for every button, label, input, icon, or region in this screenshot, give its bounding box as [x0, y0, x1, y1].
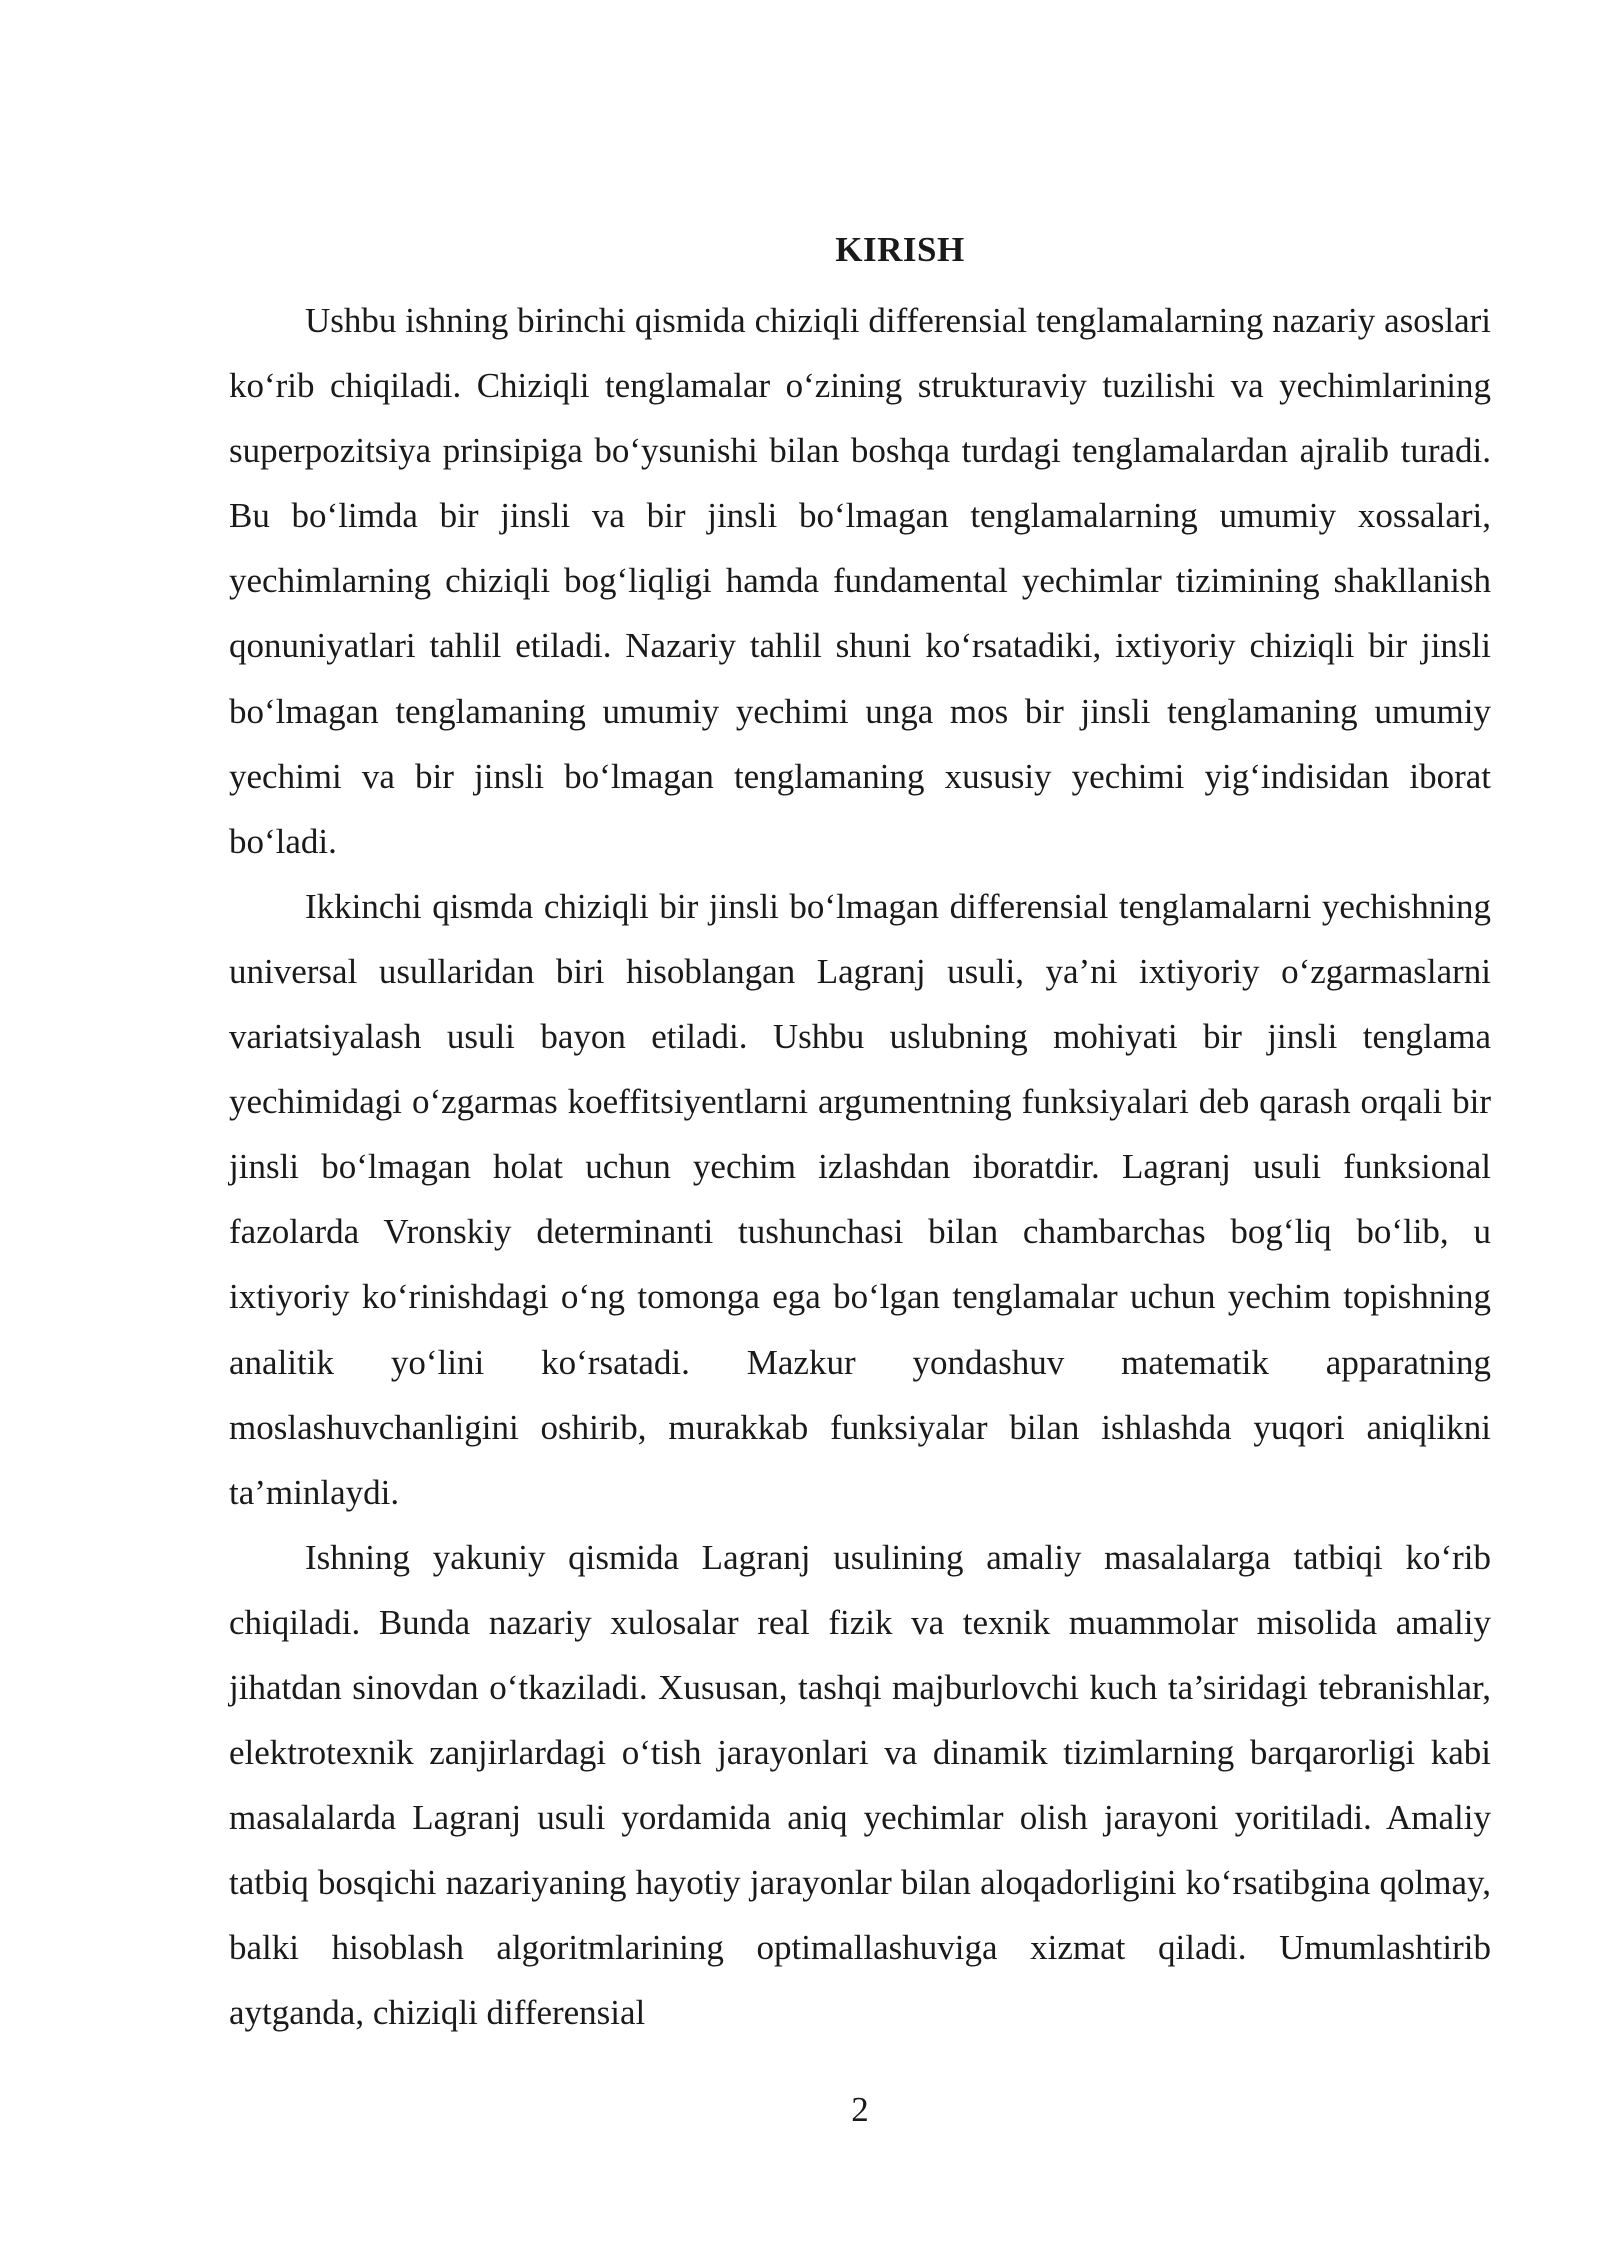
body-text	[229, 288, 1491, 2046]
paragraph-3: Ishning yakuniy qismida Lagranj usulining amaliy masalalarga tatbiqi ko‘rib chiqiladi. Bunda nazariy xulosalar real fizik va texnik muammolar misolida amaliy jihatdan sinovdan o‘tkaziladi. Xususan, tashqi majburlovchi kuch ta’siridagi tebranishlar, elektrotexnik zanjirlardagi o‘tish jarayonlari va dinamik tizimlarning barqarorligi kabi masalalarda Lagranj usuli yordamida aniq yechimlar olish jarayoni yoritiladi. Amaliy tatbiq bosqichi nazariyaning hayotiy jarayonlar bilan aloqadorligini ko‘rsatibgina qolmay, balki hisoblash algoritmlarining optimallashuviga xizmat qiladi. Umumlashtirib aytganda, chiziqli differensial	[229, 1537, 1491, 2033]
paragraph-1: Ushbu ishning birinchi qismida chiziqli differensial tenglamalarning nazariy asoslari ko‘rib chiqiladi. Chiziqli tenglamalar o‘zining strukturaviy tuzilishi va yechimlarining superpozitsiya prinsipiga bo‘ysunishi bilan boshqa turdagi tenglamalardan ajralib turadi. Bu bo‘limda bir jinsli va bir jinsli bo‘lmagan tenglamalarning umumiy xossalari, yechimlarning chiziqli bog‘liqligi hamda fundamental yechimlar tizimining shakllanish qonuniyatlari tahlil etiladi. Nazariy tahlil shuni ko‘rsatadiki, ixtiyoriy chiziqli bir jinsli bo‘lmagan tenglamaning umumiy yechimi unga mos bir jinsli tenglamaning umumiy yechimi va bir jinsli bo‘lmagan tenglamaning xususiy yechimi yig‘indisidan iborat bo‘ladi.	[229, 301, 1491, 861]
page-number: 2	[851, 2090, 869, 2129]
paragraph-2: Ikkinchi qismda chiziqli bir jinsli bo‘lmagan differensial tenglamalarni yechishning universal usullaridan biri hisoblangan Lagranj usuli, ya’ni ixtiyoriy o‘zgarmaslarni variatsiyalash usuli bayon etiladi. Ushbu uslubning mohiyati bir jinsli tenglama yechimidagi o‘zgarmas koeffitsiyentlarni argumentning funksiyalari deb qarash orqali bir jinsli bo‘lmagan holat uchun yechim izlashdan iboratdir. Lagranj usuli funksional fazolarda Vronskiy determinanti tushunchasi bilan chambarchas bog‘liq bo‘lib, u ixtiyoriy ko‘rinishdagi o‘ng tomonga ega bo‘lgan tenglamalar uchun yechim topishning analitik yo‘lini ko‘rsatadi. Mazkur yondashuv matematik apparatning moslashuvchanligini oshirib, murakkab funksiyalar bilan ishlashda yuqori aniqlikni ta’minlaydi.	[229, 886, 1491, 1512]
section-heading: KIRISH	[835, 230, 965, 269]
